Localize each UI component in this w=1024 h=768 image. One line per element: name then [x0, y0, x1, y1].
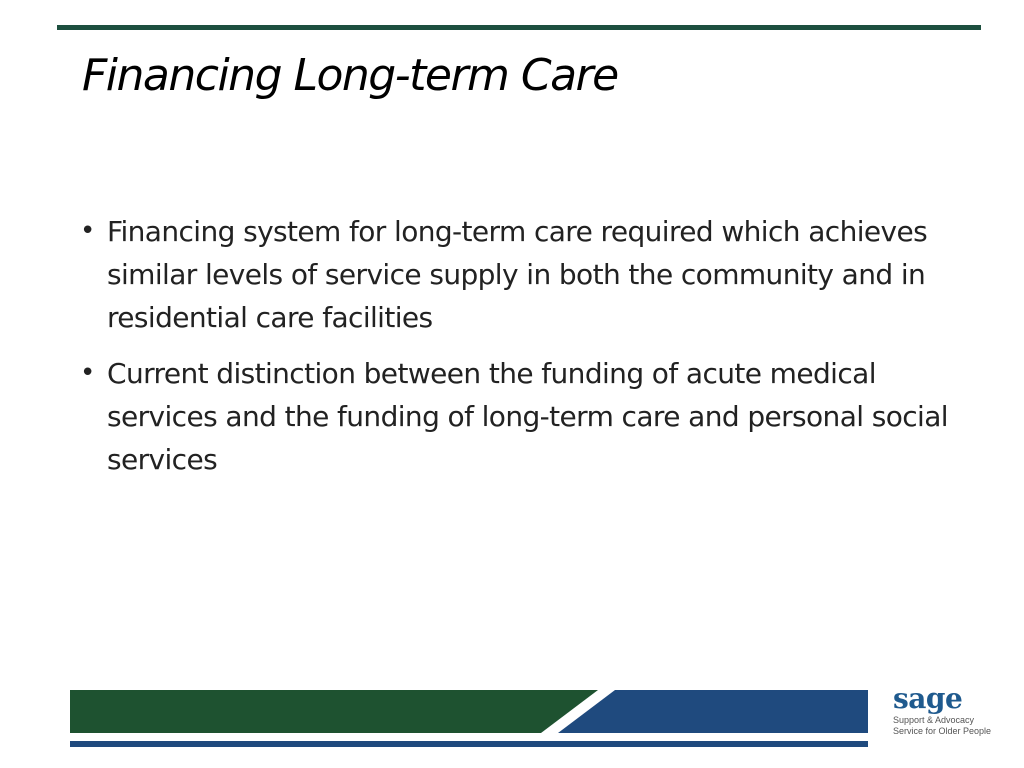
- logo-tagline: Support & Advocacy Service for Older People: [893, 715, 992, 736]
- bullet-item-1: [80, 210, 960, 339]
- footer-band-graphic: [70, 690, 868, 733]
- sage-logo: [893, 683, 1015, 753]
- slide-title: Financing Long-term Care: [82, 50, 618, 101]
- bullet-text: Financing system for long-term care required which achieves similar levels of service supply in both the community and in residential care facilities: [107, 215, 928, 334]
- bullet-list: [80, 210, 960, 494]
- bullet-marker: •: [80, 358, 95, 388]
- footer-green-segment: [70, 690, 598, 733]
- footer-underline: [70, 741, 868, 747]
- logo-wordmark: sage: [893, 682, 963, 715]
- bullet-marker: •: [80, 216, 95, 246]
- bullet-text: Current distinction between the funding of acute medical services and the funding of long-term care and personal social services: [107, 357, 948, 476]
- footer-band: [70, 690, 868, 733]
- bullet-item-2: [80, 352, 960, 481]
- top-rule: [57, 25, 981, 30]
